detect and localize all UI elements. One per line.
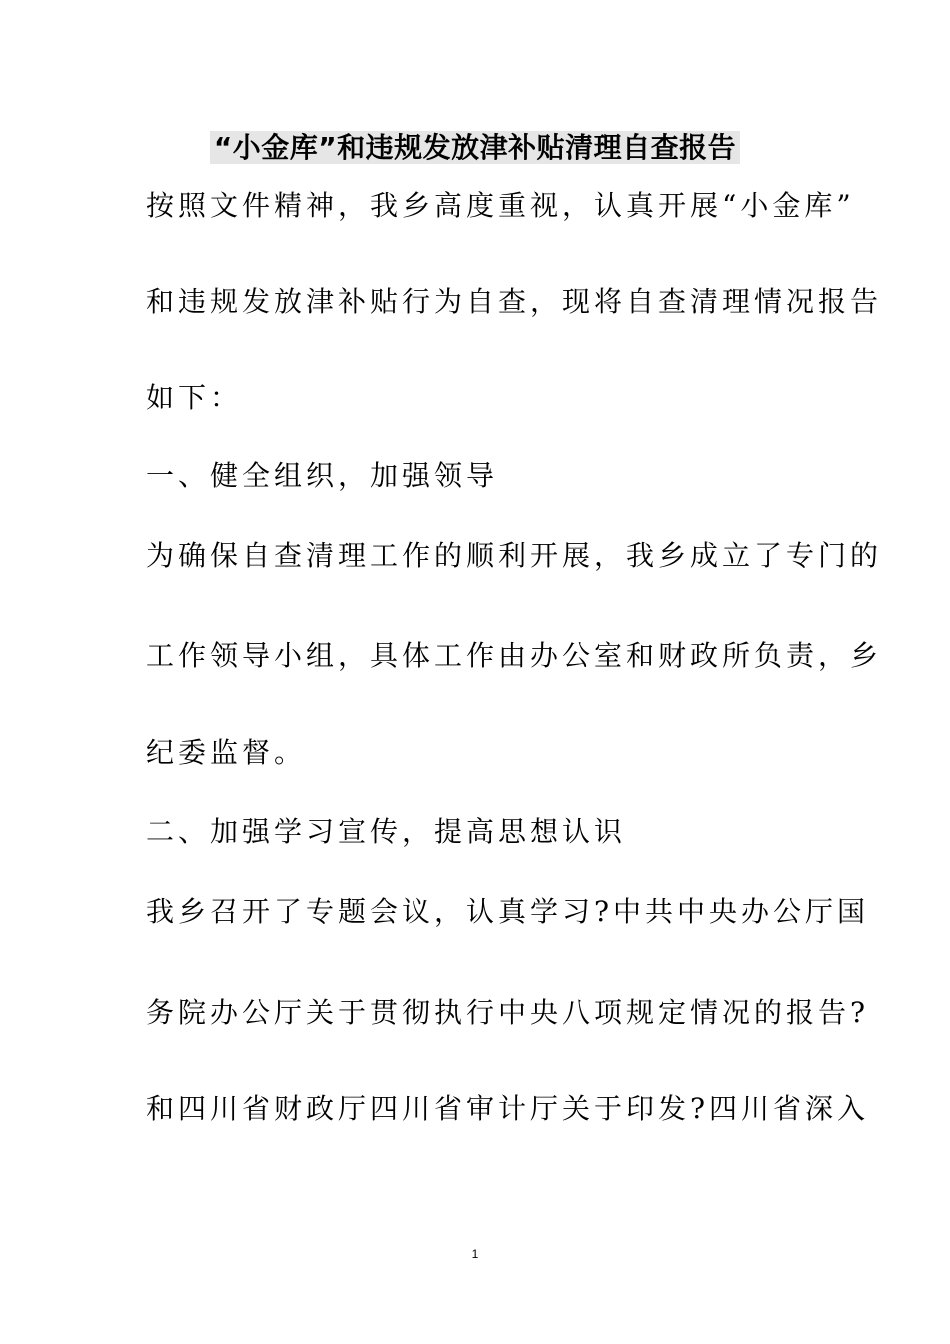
paragraph-line: 我乡召开了专题会议，认真学习?中共中央办公厅国 [146,895,870,928]
paragraph-line: 按照文件精神，我乡高度重视，认真开展“小金库” [146,189,855,222]
paragraph-line: 和违规发放津补贴行为自查，现将自查清理情况报告 [146,285,883,318]
paragraph-line: 如下： [146,381,243,414]
paragraph-line: 务院办公厅关于贯彻执行中央八项规定情况的报告? [146,996,870,1029]
paragraph-line: 纪委监督。 [146,736,307,769]
section-heading: 二、加强学习宣传，提高思想认识 [146,815,627,848]
paragraph-line: 和四川省财政厅四川省审计厅关于印发?四川省深入 [146,1092,870,1125]
paragraph-line: 工作领导小组，具体工作由办公室和财政所负责，乡 [146,639,883,672]
document-title-text: “小金库”和违规发放津补贴清理自查报告 [210,131,740,164]
section-heading: 一、健全组织，加强领导 [146,459,499,492]
page-number: 1 [471,1247,479,1261]
paragraph-line: 为确保自查清理工作的顺利开展，我乡成立了专门的 [146,539,883,572]
document-title [0,128,950,168]
